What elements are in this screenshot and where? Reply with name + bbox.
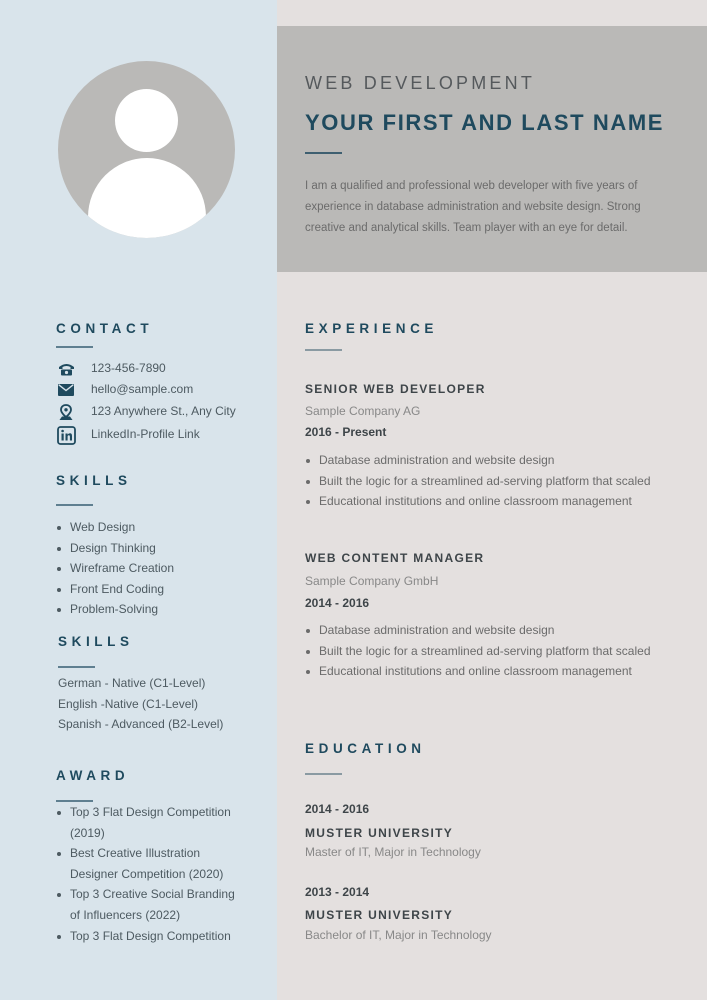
profile-summary: I am a qualified and professional web developer with five years of experience in database administration and website design. Strong creative and analytical skills. Team player with an eye for detail. xyxy=(305,180,641,234)
list-item: Top 3 Flat Design Competition (2019) xyxy=(56,802,246,843)
job-bullets xyxy=(305,450,695,512)
list-item: Built the logic for a streamlined ad-serving platform that scaled xyxy=(305,641,695,662)
list-item: Design Thinking xyxy=(56,538,266,559)
company-name: Sample Company AG xyxy=(305,404,421,418)
avatar xyxy=(58,61,235,238)
languages-divider xyxy=(58,666,95,668)
job-period: 2016 - Present xyxy=(305,425,387,439)
location-icon xyxy=(56,403,76,421)
languages-heading: SKILLS xyxy=(58,634,134,649)
award-heading: AWARD xyxy=(56,768,130,783)
education-divider xyxy=(305,773,342,775)
language-item: German - Native (C1-Level) xyxy=(58,676,206,690)
list-item: Problem-Solving xyxy=(56,599,266,620)
language-item: Spanish - Advanced (B2-Level) xyxy=(58,717,224,731)
skills-list xyxy=(56,517,266,620)
job-title: SENIOR WEB DEVELOPER xyxy=(305,382,486,396)
job-title: WEB CONTENT MANAGER xyxy=(305,551,485,565)
list-item: Database administration and website design xyxy=(305,620,695,641)
award-list xyxy=(56,802,246,946)
job-bullets xyxy=(305,620,695,682)
avatar-head xyxy=(115,89,178,152)
company-name: Sample Company GmbH xyxy=(305,574,439,588)
person-name: YOUR FIRST AND LAST NAME xyxy=(305,110,665,135)
list-item: Built the logic for a streamlined ad-serving platform that scaled xyxy=(305,471,695,492)
languages-list xyxy=(58,673,268,735)
phone-icon xyxy=(56,360,76,378)
degree-name: Bachelor of IT, Major in Technology xyxy=(305,928,492,942)
skills-divider xyxy=(56,504,93,506)
avatar-body xyxy=(88,158,206,238)
school-name: MUSTER UNIVERSITY xyxy=(305,826,454,840)
list-item: Database administration and website design xyxy=(305,450,695,471)
phone-value: 123-456-7890 xyxy=(91,361,166,375)
address-value: 123 Anywhere St., Any City xyxy=(91,404,236,418)
profession-title: WEB DEVELOPMENT xyxy=(305,73,536,93)
education-period: 2013 - 2014 xyxy=(305,885,370,899)
list-item: Top 3 Creative Social Branding of Influencers (2022) xyxy=(56,884,246,925)
school-name: MUSTER UNIVERSITY xyxy=(305,908,454,922)
education-heading: EDUCATION xyxy=(305,741,426,756)
email-icon xyxy=(56,381,76,399)
language-item: English -Native (C1-Level) xyxy=(58,696,199,711)
experience-heading: EXPERIENCE xyxy=(305,321,439,336)
education-period: 2014 - 2016 xyxy=(305,802,370,816)
linkedin-value: LinkedIn-Profile Link xyxy=(91,427,200,441)
contact-divider xyxy=(56,346,93,348)
list-item: Top 3 Flat Design Competition xyxy=(56,926,246,947)
degree-name: Master of IT, Major in Technology xyxy=(305,845,481,859)
list-item: Educational institutions and online classroom management xyxy=(305,491,695,512)
list-item: Wireframe Creation xyxy=(56,558,266,579)
job-period: 2014 - 2016 xyxy=(305,596,370,610)
linkedin-icon xyxy=(56,426,76,444)
header-divider xyxy=(305,152,342,154)
contact-heading: CONTACT xyxy=(56,321,154,336)
email-value: hello@sample.com xyxy=(91,382,194,396)
list-item: Educational institutions and online classroom management xyxy=(305,661,695,682)
list-item: Front End Coding xyxy=(56,579,266,600)
list-item: Best Creative Illustration Designer Competition (2020) xyxy=(56,843,246,884)
list-item: Web Design xyxy=(56,517,266,538)
skills-heading: SKILLS xyxy=(56,473,132,488)
experience-divider xyxy=(305,349,342,351)
